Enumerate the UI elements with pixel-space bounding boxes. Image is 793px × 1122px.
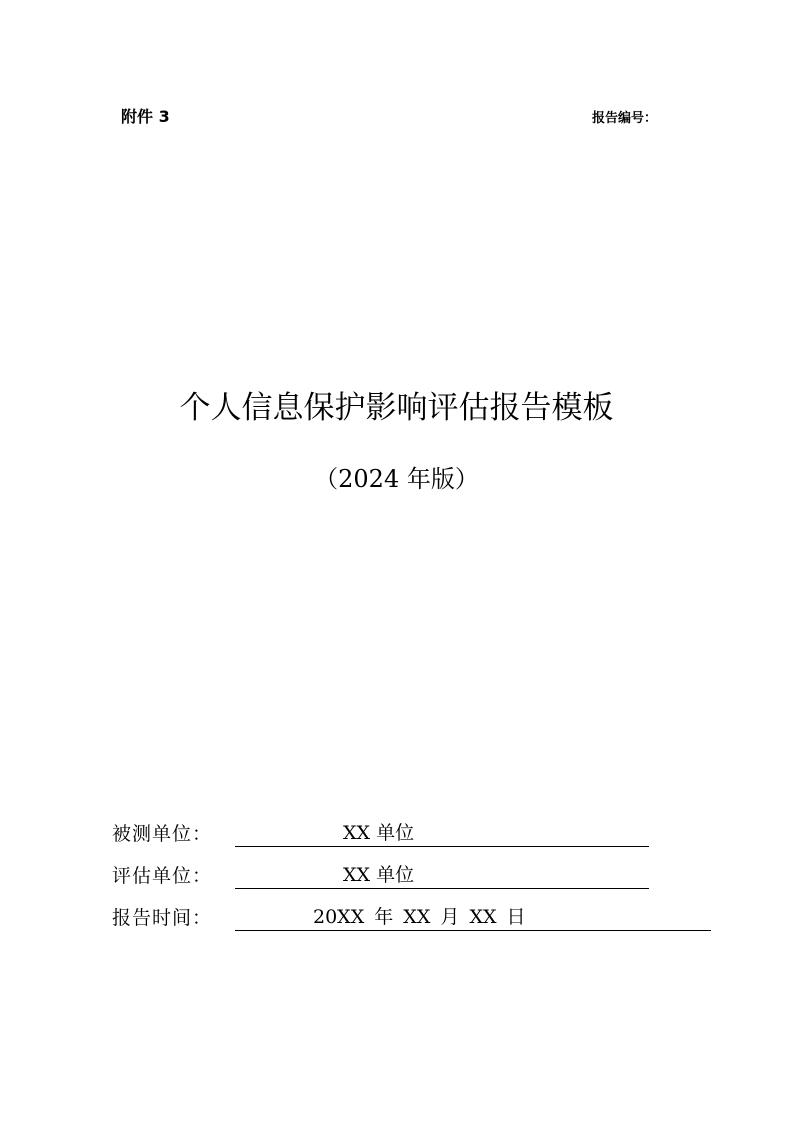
assessment-unit-label: 评估单位： <box>112 865 213 887</box>
document-edition: （2024 年版） <box>314 465 479 493</box>
tested-unit-row <box>112 820 712 850</box>
tested-unit-field: XX 单位 <box>235 820 649 847</box>
report-time-row <box>112 904 712 934</box>
report-time-field: 20XX 年 XX 月 XX 日 <box>235 904 711 931</box>
report-number-label: 报告编号： <box>592 111 658 126</box>
attachment-label: 附件 3 <box>121 107 170 126</box>
report-time-label: 报告时间： <box>112 907 213 929</box>
assessment-unit-field: XX 单位 <box>235 862 649 889</box>
assessment-unit-row <box>112 862 712 892</box>
tested-unit-label: 被测单位： <box>112 823 213 845</box>
document-title: 个人信息保护影响评估报告模板 <box>179 390 614 426</box>
